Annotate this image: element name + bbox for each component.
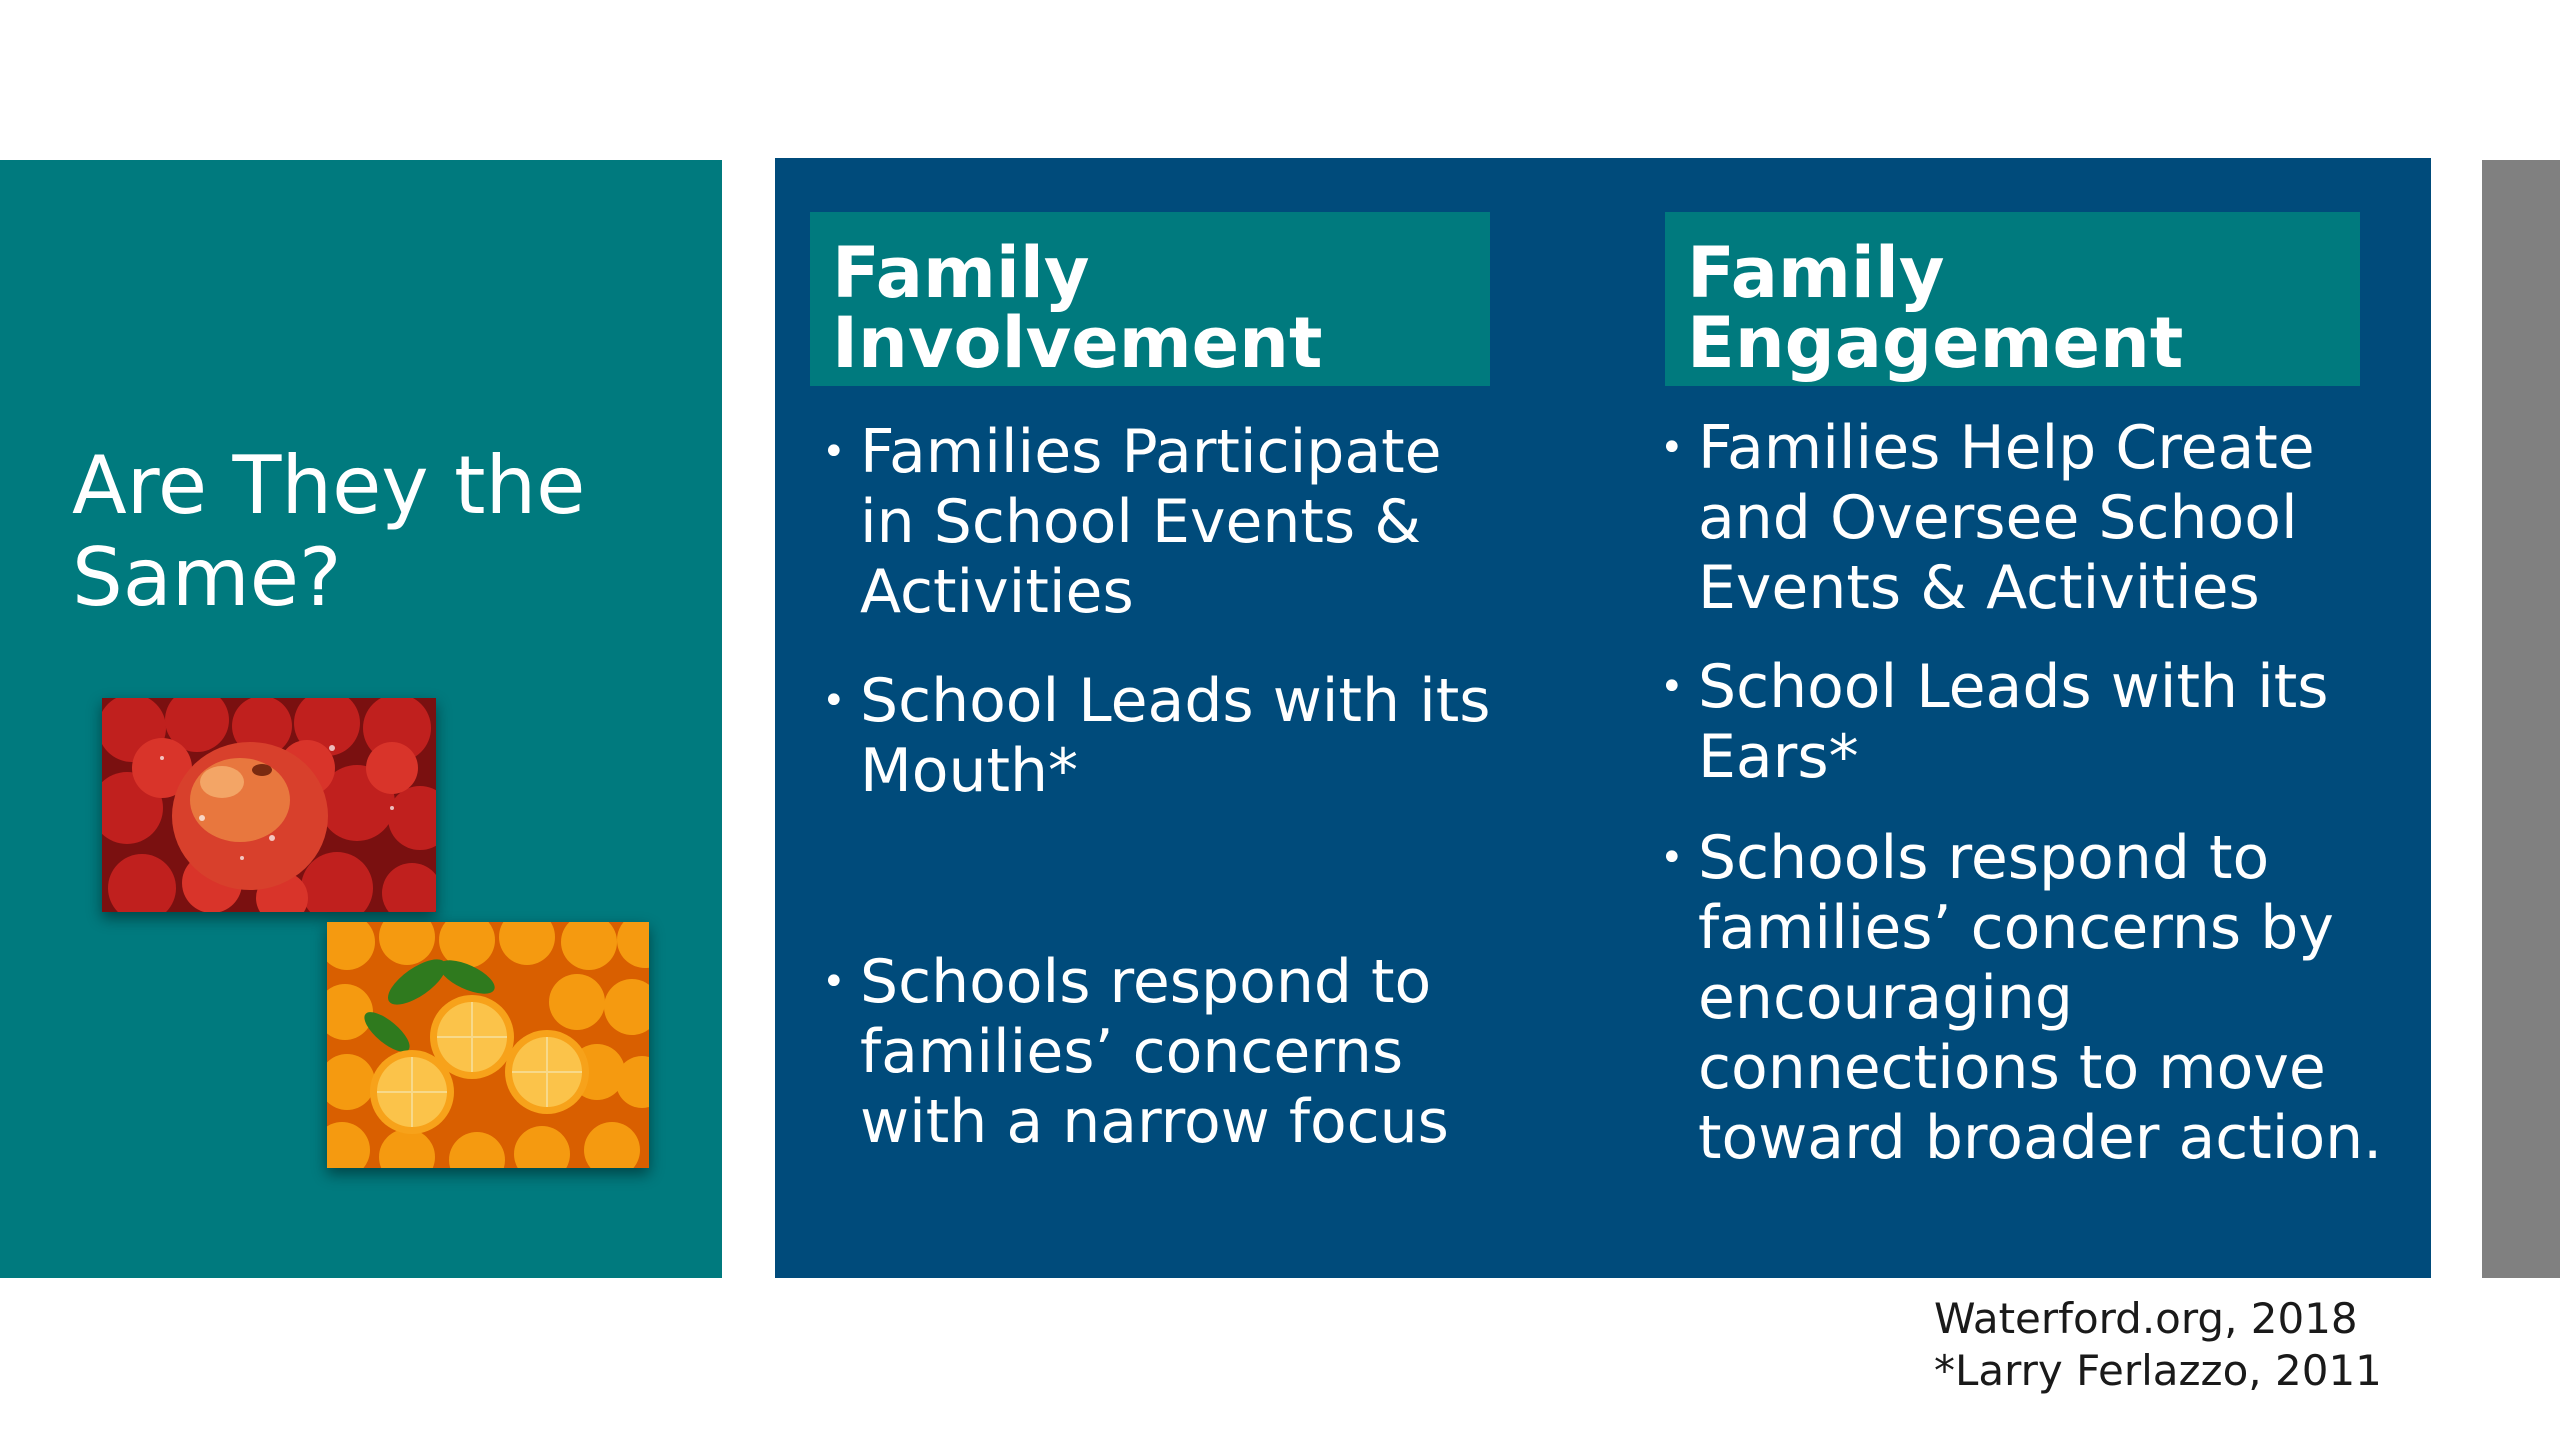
involvement-bullet-3: • Schools respond to families’ concerns with a narrow focus [810, 947, 1510, 1157]
involvement-heading-line1: Family [832, 232, 1090, 314]
involvement-heading [810, 212, 1490, 386]
engagement-heading [1665, 212, 2360, 386]
involvement-heading-line2: Involvement [832, 302, 1323, 384]
apples-image [102, 698, 436, 912]
involvement-bullet-1: • Families Participate in School Events & Activities [810, 417, 1510, 627]
engagement-bullet-2: • School Leads with its Ears* [1648, 652, 2428, 792]
engagement-heading-line2: Engagement [1687, 302, 2184, 384]
engagement-bullet-list-3 [1648, 823, 2428, 1173]
involvement-bullet-list-2 [810, 666, 1510, 806]
engagement-bullet-1: • Families Help Create and Oversee School Events & Activities [1648, 413, 2428, 623]
oranges-image [327, 922, 649, 1168]
engagement-bullet-list [1648, 413, 2428, 623]
involvement-bullet-list-3 [810, 947, 1510, 1157]
side-accent-bar [2482, 160, 2560, 1278]
engagement-bullet-3: • Schools respond to families’ concerns by encouraging connections to move toward broader action. [1648, 823, 2428, 1173]
engagement-heading-line1: Family [1687, 232, 1945, 314]
slide-title: Are They the Same? [72, 439, 586, 624]
involvement-bullet-list [810, 417, 1510, 627]
citation-ferlazzo: *Larry Ferlazzo, 2011 [1934, 1346, 2382, 1395]
citation-waterford: Waterford.org, 2018 [1934, 1294, 2358, 1343]
involvement-bullet-2: • School Leads with its Mouth* [810, 666, 1510, 806]
citations [1934, 1293, 2494, 1397]
engagement-bullet-list-2 [1648, 652, 2428, 792]
